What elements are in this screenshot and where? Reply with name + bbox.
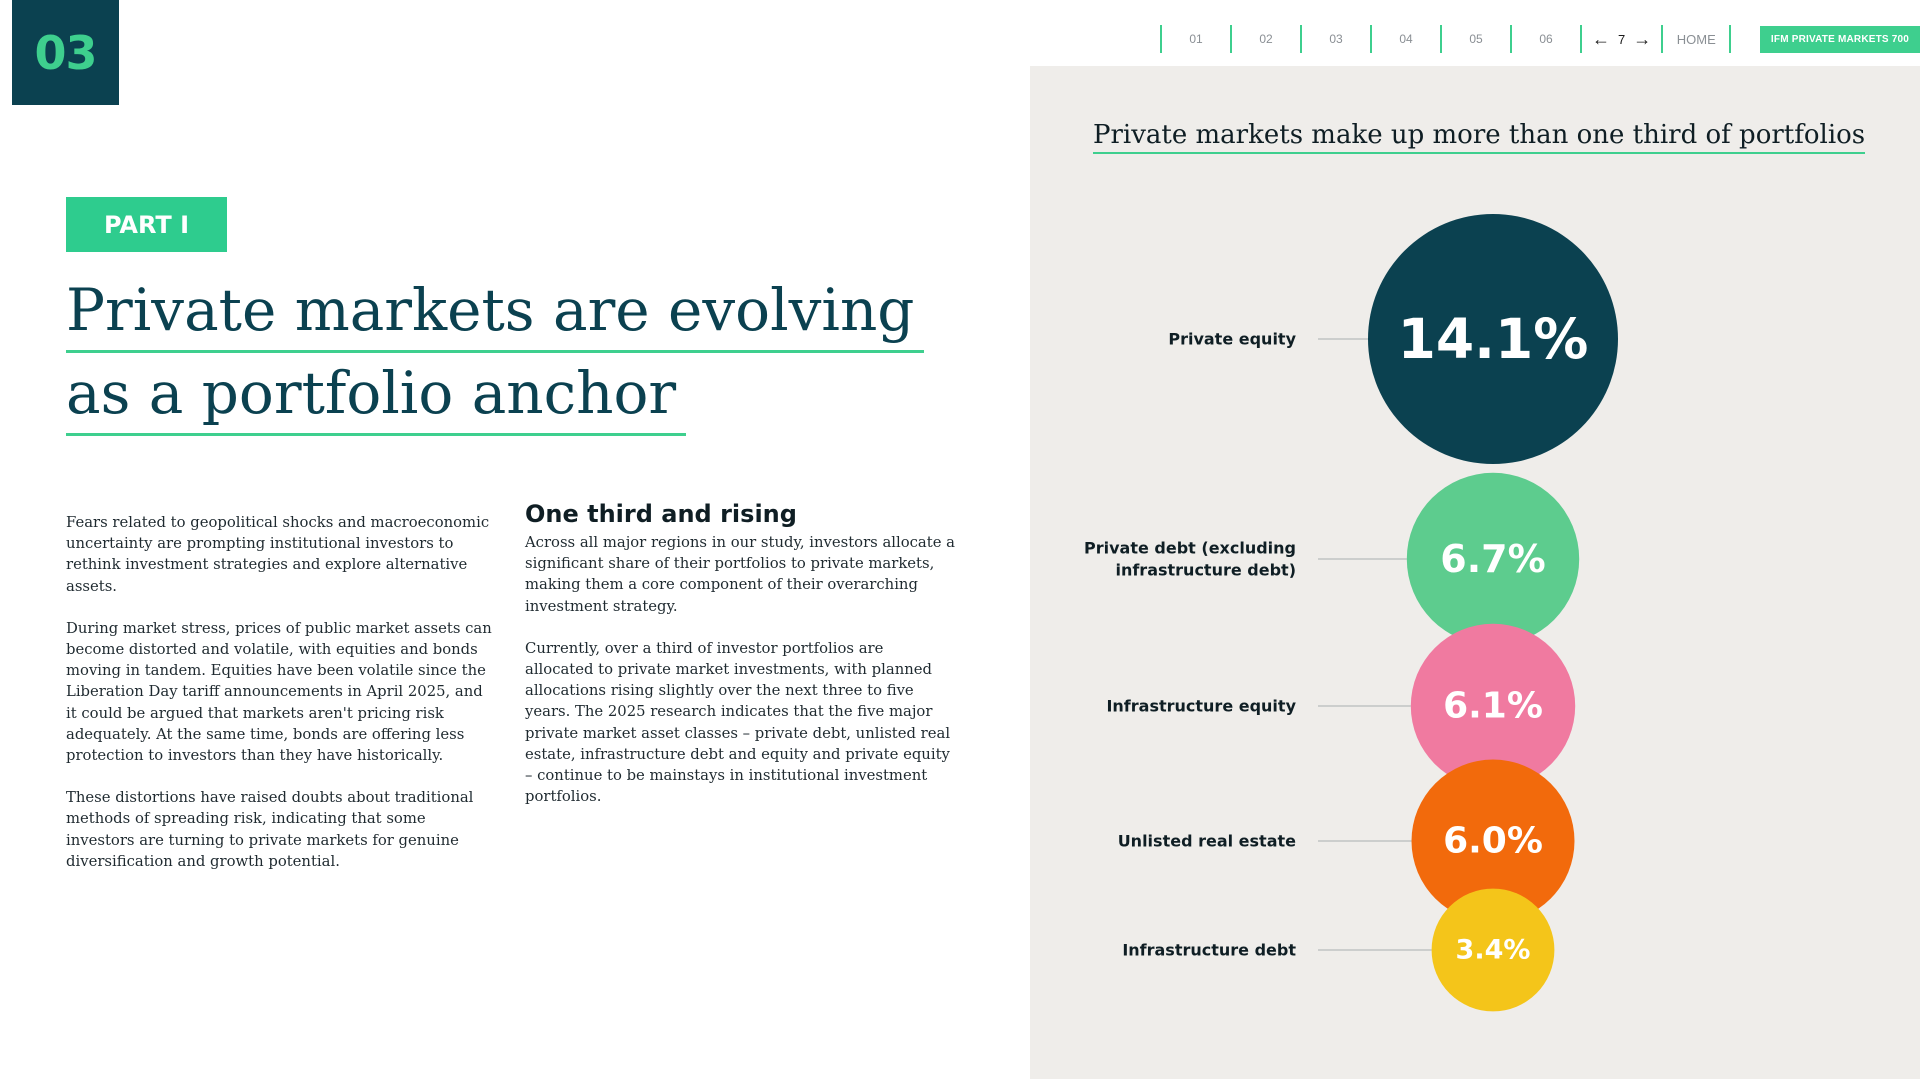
bubble-value-label: 6.1% (1443, 685, 1543, 727)
nav-item-05[interactable]: 05 (1469, 32, 1483, 46)
nav-item-02[interactable]: 02 (1259, 32, 1273, 46)
nav-item-01[interactable]: 01 (1189, 32, 1203, 46)
section-number-badge: 03 (12, 0, 119, 105)
category-label: infrastructure debt) (1115, 560, 1296, 580)
report-brand-button[interactable]: IFM PRIVATE MARKETS 700 (1760, 26, 1920, 53)
body-paragraph: Across all major regions in our study, investors allocate a significant share of their portfolios to private markets, making them a core component of their overarching investment strategy. (525, 534, 955, 615)
bubble-value-label: 3.4% (1455, 934, 1531, 966)
page-title-line-1: Private markets are evolving (66, 270, 924, 353)
bubble-value-label: 14.1% (1397, 307, 1589, 371)
bubble-value-label: 6.7% (1440, 537, 1546, 581)
section-subheading: One third and rising (525, 500, 797, 528)
body-paragraph: These distortions have raised doubts about traditional methods of spreading risk, indicating that some investors are turning to private markets for genuine diversification and growth potential. (66, 789, 474, 870)
arrow-right-icon[interactable]: → (1633, 29, 1652, 49)
nav-item-03[interactable]: 03 (1329, 32, 1343, 46)
body-paragraph: During market stress, prices of public market assets can become distorted and volatile, with equities and bonds moving in tandem. Equities have been volatile since the Liberation Day tariff announcements in April 2025, and it could be argued that markets aren't pricing risk adequately. At the same time, bonds are offering less protection to investors than they have historically. (66, 619, 492, 765)
arrow-left-icon[interactable]: ← (1592, 29, 1610, 49)
page-number: 7 (1618, 31, 1626, 47)
home-link[interactable]: HOME (1676, 31, 1716, 47)
page-title-line-2: as a portfolio anchor (66, 353, 686, 436)
category-label: Unlisted real estate (1117, 831, 1296, 851)
bubble-value-label: 6.0% (1443, 820, 1543, 862)
nav-item-04[interactable]: 04 (1399, 32, 1413, 46)
body-paragraph: Currently, over a third of investor portfolios are allocated to private market investments, with planned allocations rising slightly over the next three to five years. The 2025 research indicates that the five major private market asset classes – private debt, unlisted real estate, infrastructure debt and equity and private equity – continue to be mainstays in institutional investment portfolios. (525, 639, 951, 806)
category-label: Private equity (1168, 329, 1296, 349)
part-label: PART I (66, 197, 227, 252)
category-label: Private debt (excluding (1084, 538, 1296, 558)
nav-item-06[interactable]: 06 (1539, 32, 1553, 46)
category-label: Infrastructure equity (1106, 696, 1296, 716)
category-label: Infrastructure debt (1122, 940, 1296, 960)
body-paragraph: Fears related to geopolitical shocks and macroeconomic uncertainty are prompting institutional investors to rethink investment strategies and explore alternative assets. (66, 514, 490, 595)
chart-title: Private markets make up more than one third of portfolios (1093, 120, 1865, 154)
